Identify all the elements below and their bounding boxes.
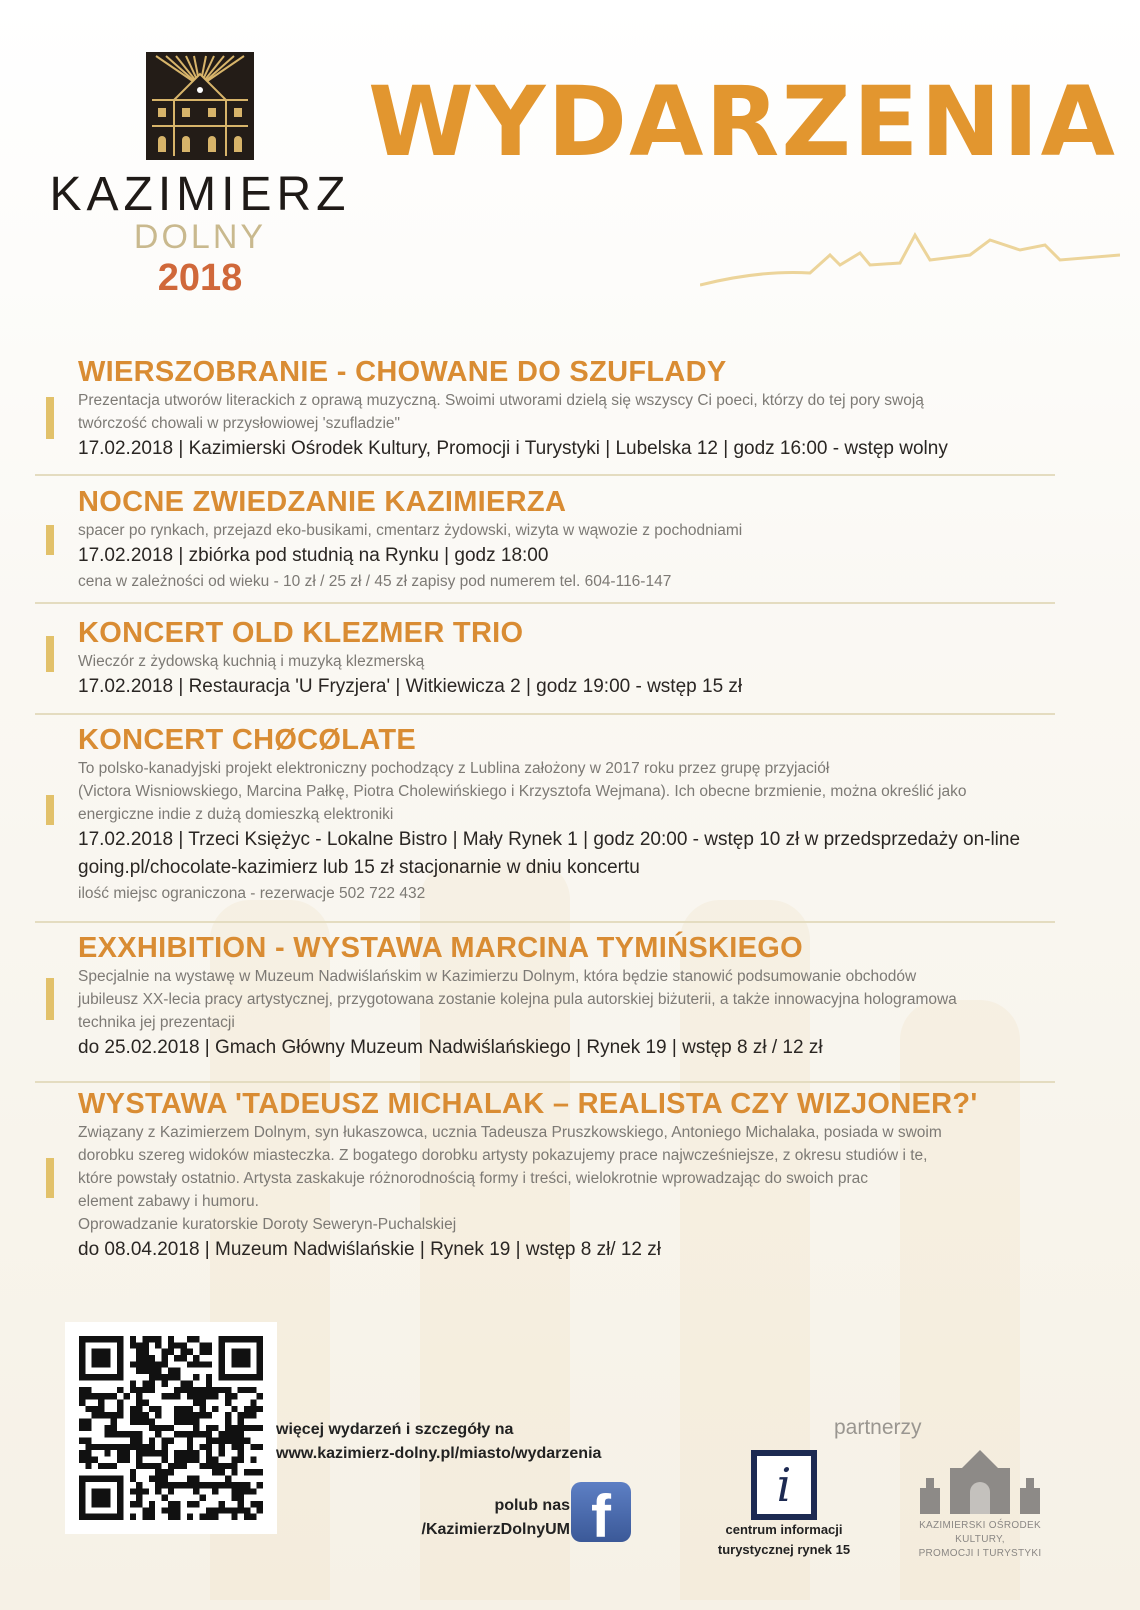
event-item: [78, 616, 1108, 701]
logo-name: KAZIMIERZ: [49, 168, 351, 221]
event-details: 17.02.2018 | zbiórka pod studnią na Rynku | godz 18:00: [78, 545, 549, 566]
event-description: dorobku szereg widoków miasteczka. Z bogatego dorobku artysty pokazujemy prace najwcześniejsze, z okresu studiów i te,: [78, 1147, 928, 1164]
tourist-info-line2: turystycznej rynek 15: [717, 1542, 851, 1557]
event-divider: [35, 602, 1055, 604]
event-item: [78, 723, 1108, 906]
kok-name-line1: KAZIMIERSKI OŚRODEK KULTURY,: [919, 1520, 1041, 1545]
event-item: [78, 1087, 1108, 1264]
event-details: do 25.02.2018 | Gmach Główny Muzeum Nadwiślańskiego | Rynek 19 | wstęp 8 zł / 12 zł: [78, 1037, 823, 1058]
more-events-info: [276, 1418, 601, 1466]
cultural-center-building-icon: [910, 1448, 1050, 1514]
gold-accent-bar: [46, 978, 54, 1020]
event-title: WIERSZOBRANIE - CHOWANE DO SZUFLADY: [78, 356, 727, 388]
event-description: Oprowadzanie kuratorskie Doroty Seweryn-Puchalskiej: [78, 1216, 457, 1233]
event-description: (Victora Wisniowskiego, Marcina Pałkę, Piotra Cholewińskiego i Krzysztofa Wejmana). Ich obecne brzmienie, można określić jako: [78, 783, 967, 800]
event-divider: [35, 474, 1055, 476]
event-details: 17.02.2018 | Kazimierski Ośrodek Kultury, Promocji i Turystyki | Lubelska 12 | godz 16:00 - wstęp wolny: [78, 438, 948, 459]
gold-accent-bar: [46, 795, 54, 825]
town-skyline-icon: [700, 215, 1120, 295]
event-details: 17.02.2018 | Restauracja 'U Fryzjera' | Witkiewicza 2 | godz 19:00 - wstęp 15 zł: [78, 676, 743, 697]
event-description: które powstały ostatnio. Artysta zaskakuje różnorodnością formy i treści, wielokrotnie wprowadzając do swoich prac: [78, 1170, 868, 1187]
logo-subname: DOLNY: [133, 218, 267, 256]
facebook-like-text: polub nas: [494, 1497, 570, 1514]
event-title: KONCERT CHØCØLATE: [78, 724, 417, 756]
gold-accent-bar: [46, 397, 54, 439]
event-item: [78, 931, 1108, 1062]
events-url-link[interactable]: www.kazimierz-dolny.pl/miasto/wydarzenia: [276, 1445, 602, 1462]
event-note: ilość miejsc ograniczona - rezerwacje 502 722 432: [78, 885, 426, 902]
event-description: spacer po rynkach, przejazd eko-busikami, cmentarz żydowski, wizyta w wąwozie z pochodniami: [78, 522, 743, 539]
event-description: element zabawy i humoru.: [78, 1193, 259, 1210]
event-description: Prezentacja utworów literackich z oprawą muzyczną. Swoimi utworami dzielą się wszyscy Ci poeci, którzy do tej pory swoją: [78, 392, 924, 409]
event-details: do 08.04.2018 | Muzeum Nadwiślańskie | Rynek 19 | wstęp 8 zł/ 12 zł: [78, 1239, 661, 1260]
event-description: energiczne indie z dużą domieszką elektroniki: [78, 806, 394, 823]
event-item: [78, 355, 1108, 463]
gold-accent-bar: [46, 636, 54, 672]
tourist-info-text: [704, 1520, 864, 1560]
page-title: WYDARZENIA: [368, 66, 1117, 178]
event-item: [78, 485, 1108, 594]
kok-partner-logo: [895, 1448, 1065, 1561]
event-title: EXXHIBITION - WYSTAWA MARCINA TYMIŃSKIEGO: [78, 932, 803, 964]
gold-accent-bar: [46, 1158, 54, 1198]
facebook-icon[interactable]: f: [571, 1482, 631, 1542]
event-title: NOCNE ZWIEDZANIE KAZIMIERZA: [78, 486, 567, 518]
facebook-info: [422, 1494, 570, 1542]
town-house-logo-icon: [146, 52, 254, 160]
tourist-info-line1: centrum informacji: [725, 1522, 843, 1537]
event-divider: [35, 921, 1055, 923]
kok-name-line2: PROMOCJI I TURYSTYKI: [918, 1548, 1042, 1559]
logo-year: 2018: [157, 257, 243, 299]
event-description: Specjalnie na wystawę w Muzeum Nadwiślańskim w Kazimierzu Dolnym, która będzie stanowić podsumowanie obchodów: [78, 968, 917, 985]
facebook-page-link[interactable]: /KazimierzDolnyUM: [421, 1521, 570, 1538]
tourist-info-icon: i: [751, 1450, 817, 1520]
gold-accent-bar: [46, 525, 54, 555]
qr-code-icon: [79, 1336, 263, 1520]
event-title: KONCERT OLD KLEZMER TRIO: [78, 617, 524, 649]
event-divider: [35, 1081, 1055, 1083]
event-details: 17.02.2018 | Trzeci Księżyc - Lokalne Bistro | Mały Rynek 1 | godz 20:00 - wstęp 10 zł w przedsprzedaży on-line: [78, 829, 1021, 850]
event-details: going.pl/chocolate-kazimierz lub 15 zł stacjonarnie w dniu koncertu: [78, 857, 640, 878]
event-title: WYSTAWA 'TADEUSZ MICHALAK – REALISTA CZY WIZJONER?': [78, 1088, 978, 1120]
more-events-text: więcej wydarzeń i szczegóły na: [276, 1421, 514, 1438]
event-description: Związany z Kazimierzem Dolnym, syn łukaszowca, ucznia Tadeusza Pruszkowskiego, Antoniego Michalaka, posiada w swoim: [78, 1124, 942, 1141]
event-description: twórczość chowali w przysłowiowej 'szufladzie": [78, 415, 401, 432]
event-description: Wieczór z żydowską kuchnią i muzyką klezmerską: [78, 653, 425, 670]
event-description: technika jej prezentacji: [78, 1014, 235, 1031]
qr-code[interactable]: [65, 1322, 277, 1534]
partners-label: partnerzy: [834, 1416, 922, 1439]
event-description: jubileusz XX-lecia pracy artystycznej, przygotowana zostanie kolejna pula autorskiej biżuterii, a także innowacyjna hologramowa: [78, 991, 957, 1008]
kazimierz-dolny-logo: [45, 52, 355, 302]
event-description: To polsko-kanadyjski projekt elektroniczny pochodzący z Lublina założony w 2017 roku przez grupę przyjaciół: [78, 760, 830, 777]
event-divider: [35, 713, 1055, 715]
event-note: cena w zależności od wieku - 10 zł / 25 zł / 45 zł zapisy pod numerem tel. 604-116-147: [78, 573, 672, 590]
